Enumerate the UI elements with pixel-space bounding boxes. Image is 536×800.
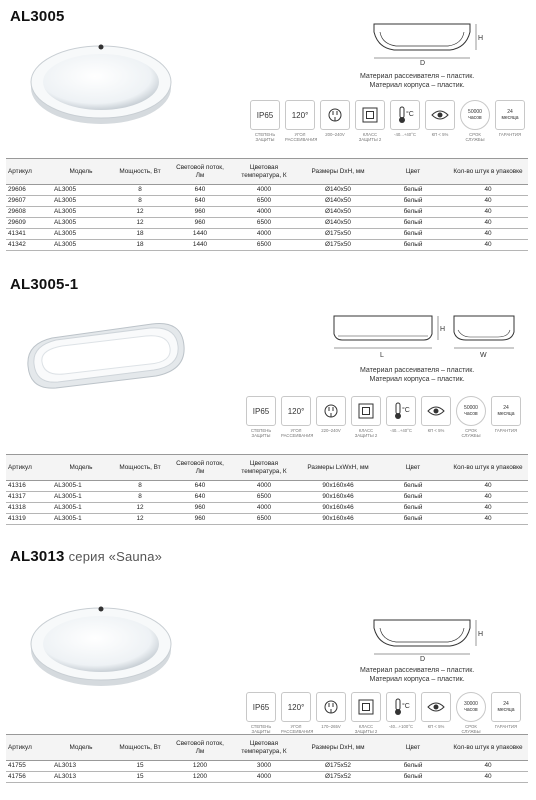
material-note bbox=[360, 366, 474, 384]
table-cell: 40 bbox=[448, 761, 528, 772]
spec-table bbox=[6, 454, 528, 525]
icon-caption: ГАРАНТИЯ bbox=[494, 724, 518, 729]
col-model: Модель bbox=[52, 159, 110, 185]
angle-icon bbox=[285, 100, 318, 146]
table-cell: AL3005 bbox=[52, 185, 110, 196]
label-d: D bbox=[420, 60, 426, 66]
table-cell: 40 bbox=[448, 218, 528, 229]
product-title-text: AL3005-1 bbox=[10, 276, 79, 293]
table-cell: белый bbox=[378, 207, 448, 218]
icon-caption: УГОЛ РАССЕИВАНИЯ bbox=[281, 724, 314, 734]
table-cell: 6500 bbox=[230, 492, 298, 503]
table-cell: AL3005 bbox=[52, 196, 110, 207]
table-row bbox=[6, 218, 528, 229]
col-article: Артикул bbox=[6, 159, 52, 185]
table-row bbox=[6, 492, 528, 503]
table-cell: белый bbox=[378, 772, 448, 783]
col-flux: Световой поток, Лм bbox=[170, 455, 230, 481]
table-cell: белый bbox=[378, 481, 448, 492]
table-cell: 1200 bbox=[170, 772, 230, 783]
material-line-1: Материал рассеивателя – пластик. bbox=[360, 367, 475, 374]
table-cell: 18 bbox=[110, 229, 170, 240]
icon-caption: 220–240V bbox=[321, 428, 341, 433]
table-cell: 3000 bbox=[230, 761, 298, 772]
table-cell: белый bbox=[378, 185, 448, 196]
table-cell: Ø175х52 bbox=[298, 772, 378, 783]
col-flux: Световой поток, Лм bbox=[170, 735, 230, 761]
oval-lamp-image bbox=[22, 316, 192, 396]
table-header-row bbox=[6, 735, 528, 761]
product-title-text: AL3005 bbox=[10, 8, 65, 25]
icon-caption: 170–265V bbox=[321, 724, 341, 729]
material-note bbox=[360, 72, 474, 90]
table-cell: 1440 bbox=[170, 240, 230, 251]
table-cell: 41317 bbox=[6, 492, 52, 503]
table-cell: 40 bbox=[448, 492, 528, 503]
table-cell: 15 bbox=[110, 761, 170, 772]
col-qty: Кол-во штук в упаковке bbox=[448, 735, 528, 761]
table-cell: Ø175х50 bbox=[298, 240, 378, 251]
ip65-text: IP65 bbox=[246, 692, 276, 722]
icon-caption: СРОК СЛУЖБЫ bbox=[461, 724, 481, 734]
plug-icon bbox=[320, 100, 350, 146]
table-cell: 41319 bbox=[6, 514, 52, 525]
product-section-al3013 bbox=[0, 538, 536, 800]
ip65-text: IP65 bbox=[246, 396, 276, 426]
icon-caption: ГАРАНТИЯ bbox=[498, 132, 522, 137]
icon-caption: ГАРАНТИЯ bbox=[494, 428, 518, 433]
table-row bbox=[6, 229, 528, 240]
table-header-row bbox=[6, 159, 528, 185]
icon-caption: КЛАСС ЗАЩИТЫ 2 bbox=[354, 724, 378, 734]
table-row bbox=[6, 503, 528, 514]
table-cell: 6500 bbox=[230, 218, 298, 229]
table-cell: AL3005 bbox=[52, 218, 110, 229]
lifetime-icon bbox=[460, 100, 490, 146]
thermometer-icon bbox=[386, 396, 416, 442]
angle-text: 120° bbox=[281, 692, 311, 722]
thermometer-glyph bbox=[392, 698, 410, 716]
table-cell: 40 bbox=[448, 196, 528, 207]
table-cell: 41316 bbox=[6, 481, 52, 492]
side-drawing-d-h bbox=[372, 610, 492, 662]
lifetime-icon bbox=[456, 396, 486, 442]
icon-caption: СРОК СЛУЖБЫ bbox=[461, 428, 481, 438]
table-cell: 960 bbox=[170, 503, 230, 514]
spec-table bbox=[6, 734, 528, 783]
svg-text:L: L bbox=[380, 352, 384, 359]
table-cell: 6500 bbox=[230, 196, 298, 207]
table-cell: 960 bbox=[170, 218, 230, 229]
col-dimensions: Размеры LxWxH, мм bbox=[298, 455, 378, 481]
table-cell: Ø140х50 bbox=[298, 185, 378, 196]
table-cell: 40 bbox=[448, 503, 528, 514]
material-note bbox=[360, 666, 474, 684]
eye-glyph bbox=[427, 405, 445, 417]
double-square-glyph bbox=[358, 403, 374, 419]
table-cell: 41342 bbox=[6, 240, 52, 251]
col-dimensions: Размеры DхH, мм bbox=[298, 735, 378, 761]
table-cell: 41755 bbox=[6, 761, 52, 772]
product-subtitle: серия «Sauna» bbox=[68, 549, 163, 564]
col-power: Мощность, Вт bbox=[110, 159, 170, 185]
side-drawing-l-h-w bbox=[330, 310, 520, 360]
plug-icon bbox=[316, 692, 346, 738]
table-cell: 41341 bbox=[6, 229, 52, 240]
plug-glyph bbox=[327, 107, 343, 123]
table-cell: 640 bbox=[170, 492, 230, 503]
warranty-text: 24 месяца bbox=[491, 396, 521, 426]
icon-caption: 200–240V bbox=[325, 132, 345, 137]
ip65-icon bbox=[246, 692, 276, 738]
product-title bbox=[10, 548, 162, 565]
table-cell: белый bbox=[378, 240, 448, 251]
table-cell: 15 bbox=[110, 772, 170, 783]
svg-text:D: D bbox=[420, 656, 426, 662]
col-color: Цвет bbox=[378, 159, 448, 185]
table-cell: AL3005 bbox=[52, 229, 110, 240]
table-cell: AL3005 bbox=[52, 240, 110, 251]
material-line-1: Материал рассеивателя – пластик. bbox=[360, 667, 475, 674]
table-cell: 4000 bbox=[230, 207, 298, 218]
thermometer-icon bbox=[386, 692, 416, 738]
table-row bbox=[6, 481, 528, 492]
icon-caption: СРОК СЛУЖБЫ bbox=[465, 132, 485, 142]
table-cell: белый bbox=[378, 761, 448, 772]
table-cell: Ø175х52 bbox=[298, 761, 378, 772]
side-drawing-d-h bbox=[372, 14, 492, 66]
table-cell: 12 bbox=[110, 503, 170, 514]
table-cell: 40 bbox=[448, 514, 528, 525]
class2-icon bbox=[355, 100, 385, 146]
table-cell: 8 bbox=[110, 481, 170, 492]
table-cell: 90х160х46 bbox=[298, 514, 378, 525]
lifetime-icon bbox=[456, 692, 486, 738]
product-title bbox=[10, 8, 69, 25]
col-qty: Кол-во штук в упаковке bbox=[448, 159, 528, 185]
icon-caption: УГОЛ РАССЕИВАНИЯ bbox=[285, 132, 318, 142]
ip65-icon bbox=[246, 396, 276, 442]
product-section-al3005 bbox=[0, 0, 536, 268]
product-title-text: AL3013 bbox=[10, 548, 65, 565]
table-header-row bbox=[6, 455, 528, 481]
table-cell: 40 bbox=[448, 229, 528, 240]
table-cell: белый bbox=[378, 503, 448, 514]
warranty-icon bbox=[491, 396, 521, 442]
table-cell: 4000 bbox=[230, 772, 298, 783]
table-cell: Ø140х50 bbox=[298, 218, 378, 229]
angle-icon bbox=[281, 692, 314, 738]
table-cell: 4000 bbox=[230, 481, 298, 492]
col-temperature: Цветовая температура, К bbox=[230, 455, 298, 481]
table-cell: 29608 bbox=[6, 207, 52, 218]
thermometer-glyph bbox=[392, 402, 410, 420]
table-cell: 6500 bbox=[230, 514, 298, 525]
eye-icon bbox=[421, 692, 451, 738]
icon-caption: -40...+40°C bbox=[394, 132, 416, 137]
table-cell: 12 bbox=[110, 207, 170, 218]
thermometer-glyph bbox=[396, 106, 414, 124]
icon-caption: КП < 5% bbox=[431, 132, 449, 137]
icon-caption: КП < 5% bbox=[427, 724, 445, 729]
table-cell: 1440 bbox=[170, 229, 230, 240]
table-cell: 640 bbox=[170, 185, 230, 196]
table-cell: 640 bbox=[170, 481, 230, 492]
product-title bbox=[10, 276, 82, 293]
eye-glyph bbox=[427, 701, 445, 713]
round-lamp-image bbox=[28, 598, 178, 688]
svg-text:H: H bbox=[478, 631, 484, 638]
icon-caption: КЛАСС ЗАЩИТЫ 2 bbox=[358, 132, 382, 142]
col-flux: Световой поток, Лм bbox=[170, 159, 230, 185]
table-cell: 12 bbox=[110, 514, 170, 525]
col-article: Артикул bbox=[6, 735, 52, 761]
svg-text:°C: °C bbox=[402, 703, 410, 710]
icon-caption: КП < 5% bbox=[427, 428, 445, 433]
feature-icons bbox=[246, 692, 521, 738]
table-cell: Ø175х50 bbox=[298, 229, 378, 240]
table-cell: 8 bbox=[110, 492, 170, 503]
icon-caption: КЛАСС ЗАЩИТЫ 2 bbox=[354, 428, 378, 438]
plug-glyph bbox=[323, 403, 339, 419]
table-row bbox=[6, 207, 528, 218]
icon-caption: УГОЛ РАССЕИВАНИЯ bbox=[281, 428, 314, 438]
plug-glyph bbox=[323, 699, 339, 715]
eye-icon bbox=[421, 396, 451, 442]
table-cell: 41318 bbox=[6, 503, 52, 514]
table-cell: 90х160х46 bbox=[298, 481, 378, 492]
icon-caption: -40...+40°C bbox=[390, 428, 412, 433]
table-row bbox=[6, 196, 528, 207]
table-cell: 1200 bbox=[170, 761, 230, 772]
table-cell: 40 bbox=[448, 772, 528, 783]
material-line-2: Материал корпуса – пластик. bbox=[369, 376, 465, 383]
table-row bbox=[6, 185, 528, 196]
table-cell: 29607 bbox=[6, 196, 52, 207]
table-cell: 40 bbox=[448, 240, 528, 251]
table-cell: 90х160х46 bbox=[298, 492, 378, 503]
col-model: Модель bbox=[52, 455, 110, 481]
icon-caption: СТЕПЕНЬ ЗАЩИТЫ bbox=[254, 132, 276, 142]
warranty-icon bbox=[491, 692, 521, 738]
table-cell: 40 bbox=[448, 185, 528, 196]
table-cell: белый bbox=[378, 218, 448, 229]
double-square-glyph bbox=[362, 107, 378, 123]
feature-icons bbox=[250, 100, 525, 146]
col-model: Модель bbox=[52, 735, 110, 761]
table-row bbox=[6, 772, 528, 783]
table-row bbox=[6, 514, 528, 525]
class2-icon bbox=[351, 396, 381, 442]
table-cell: Ø140х50 bbox=[298, 196, 378, 207]
table-row bbox=[6, 240, 528, 251]
material-line-2: Материал корпуса – пластик. bbox=[369, 82, 465, 89]
feature-icons bbox=[246, 396, 521, 442]
lifetime-text: 50000 часов bbox=[460, 100, 490, 130]
table-cell: 960 bbox=[170, 514, 230, 525]
table-cell: AL3005-1 bbox=[52, 503, 110, 514]
col-color: Цвет bbox=[378, 455, 448, 481]
svg-text:H: H bbox=[440, 326, 446, 333]
table-cell: 6500 bbox=[230, 240, 298, 251]
table-cell: белый bbox=[378, 514, 448, 525]
angle-text: 120° bbox=[285, 100, 315, 130]
table-cell: белый bbox=[378, 196, 448, 207]
angle-text: 120° bbox=[281, 396, 311, 426]
table-cell: 90х160х46 bbox=[298, 503, 378, 514]
col-power: Мощность, Вт bbox=[110, 455, 170, 481]
warranty-text: 24 месяца bbox=[491, 692, 521, 722]
table-cell: белый bbox=[378, 229, 448, 240]
product-section-al3005-1 bbox=[0, 268, 536, 538]
table-cell: 18 bbox=[110, 240, 170, 251]
col-power: Мощность, Вт bbox=[110, 735, 170, 761]
double-square-glyph bbox=[358, 699, 374, 715]
col-temperature: Цветовая температура, К bbox=[230, 159, 298, 185]
table-cell: 640 bbox=[170, 196, 230, 207]
table-row bbox=[6, 761, 528, 772]
warranty-text: 24 месяца bbox=[495, 100, 525, 130]
table-cell: AL3005-1 bbox=[52, 481, 110, 492]
svg-text:W: W bbox=[480, 352, 487, 359]
ip65-icon bbox=[250, 100, 280, 146]
ip65-text: IP65 bbox=[250, 100, 280, 130]
svg-text:°C: °C bbox=[406, 111, 414, 118]
table-cell: 29606 bbox=[6, 185, 52, 196]
table-cell: 4000 bbox=[230, 185, 298, 196]
table-cell: 8 bbox=[110, 185, 170, 196]
table-cell: 40 bbox=[448, 207, 528, 218]
table-cell: 960 bbox=[170, 207, 230, 218]
spec-table bbox=[6, 158, 528, 251]
table-cell: AL3005-1 bbox=[52, 492, 110, 503]
class2-icon bbox=[351, 692, 381, 738]
table-cell: 4000 bbox=[230, 229, 298, 240]
table-cell: AL3005-1 bbox=[52, 514, 110, 525]
col-dimensions: Размеры DхH, мм bbox=[298, 159, 378, 185]
round-lamp-image bbox=[28, 36, 178, 126]
table-cell: 12 bbox=[110, 218, 170, 229]
table-cell: Ø140х50 bbox=[298, 207, 378, 218]
lifetime-text: 30000 часов bbox=[456, 692, 486, 722]
table-cell: 40 bbox=[448, 481, 528, 492]
material-line-2: Материал корпуса – пластик. bbox=[369, 676, 465, 683]
icon-caption: СТЕПЕНЬ ЗАЩИТЫ bbox=[250, 428, 272, 438]
label-h: H bbox=[478, 35, 484, 42]
eye-glyph bbox=[431, 109, 449, 121]
lifetime-text: 50000 часов bbox=[456, 396, 486, 426]
angle-icon bbox=[281, 396, 314, 442]
icon-caption: -40...+100°C bbox=[388, 724, 414, 729]
table-cell: 8 bbox=[110, 196, 170, 207]
col-color: Цвет bbox=[378, 735, 448, 761]
thermometer-icon bbox=[390, 100, 420, 146]
table-cell: 4000 bbox=[230, 503, 298, 514]
table-cell: белый bbox=[378, 492, 448, 503]
eye-icon bbox=[425, 100, 455, 146]
table-cell: 41756 bbox=[6, 772, 52, 783]
plug-icon bbox=[316, 396, 346, 442]
table-cell: AL3005 bbox=[52, 207, 110, 218]
table-cell: 29609 bbox=[6, 218, 52, 229]
material-line-1: Материал рассеивателя – пластик. bbox=[360, 73, 475, 80]
col-qty: Кол-во штук в упаковке bbox=[448, 455, 528, 481]
icon-caption: СТЕПЕНЬ ЗАЩИТЫ bbox=[250, 724, 272, 734]
col-temperature: Цветовая температура, К bbox=[230, 735, 298, 761]
warranty-icon bbox=[495, 100, 525, 146]
table-cell: AL3013 bbox=[52, 761, 110, 772]
table-cell: AL3013 bbox=[52, 772, 110, 783]
svg-text:°C: °C bbox=[402, 407, 410, 414]
col-article: Артикул bbox=[6, 455, 52, 481]
